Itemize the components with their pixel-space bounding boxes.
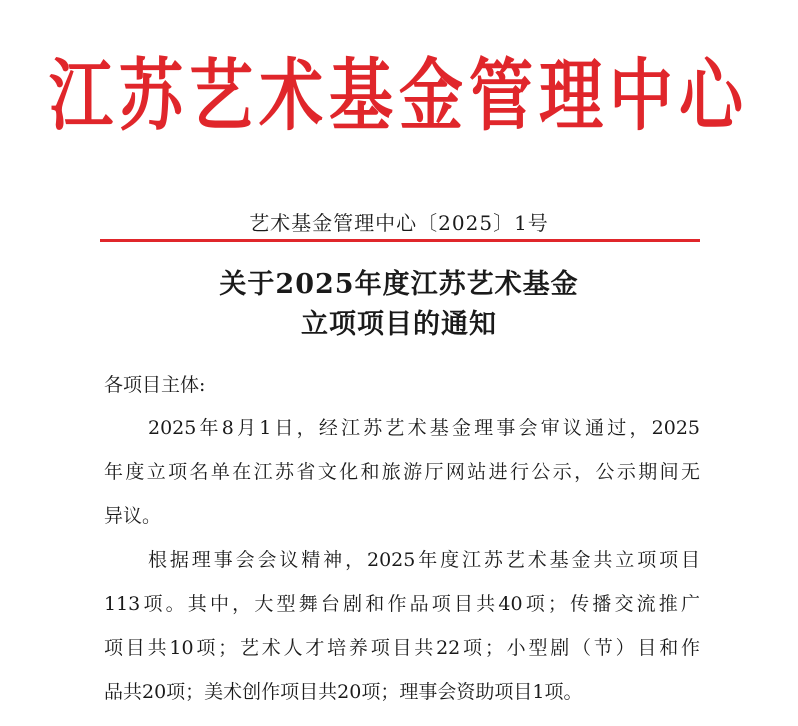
notice-title-line-1: 关于2025年度江苏艺术基金 xyxy=(219,269,579,300)
paragraph-2-line-1: 根据理事会会议精神，2025年度江苏艺术基金共立项项目 xyxy=(148,549,700,571)
paragraph-2-line-3: 项目共10项；艺术人才培养项目共22项；小型剧（节）目和作 xyxy=(104,637,700,659)
red-divider-rule xyxy=(100,239,700,242)
paragraph-1-line-1: 2025年8月1日，经江苏艺术基金理事会审议通过，2025 xyxy=(148,417,700,439)
salutation: 各项目主体: xyxy=(104,374,206,396)
paragraph-2-line-2: 113项。其中，大型舞台剧和作品项目共40项；传播交流推广 xyxy=(104,593,700,615)
masthead-title: 江苏艺术基金管理中心 xyxy=(49,51,749,143)
notice-title-line-2: 立项项目的通知 xyxy=(301,309,497,340)
paragraph-1-line-2: 年度立项名单在江苏省文化和旅游厅网站进行公示，公示期间无 xyxy=(104,461,700,483)
paragraph-1-line-3: 异议。 xyxy=(104,505,162,527)
document-number: 艺术基金管理中心〔2025〕1号 xyxy=(249,211,549,235)
paragraph-2-line-4: 品共20项；美术创作项目共20项；理事会资助项目1项。 xyxy=(104,681,583,703)
